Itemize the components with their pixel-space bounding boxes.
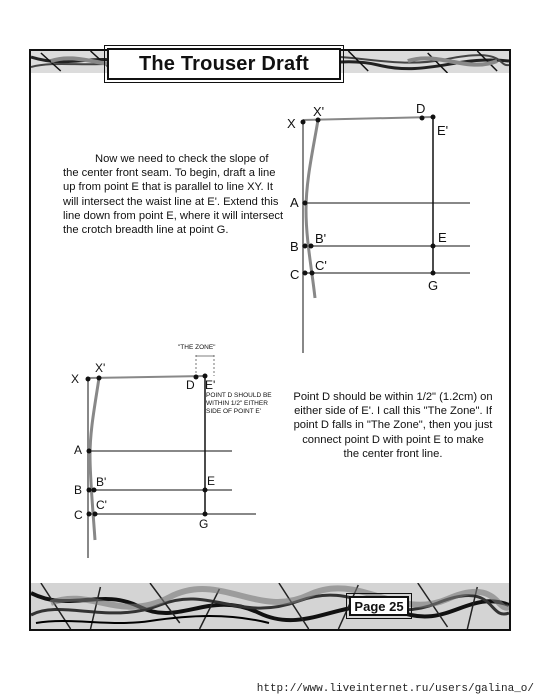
point-c-2: [87, 512, 92, 517]
point-b-2: [87, 488, 92, 493]
label-b-prime-2: B': [96, 475, 107, 489]
label-g-1: G: [428, 278, 439, 293]
point-a-2: [87, 449, 92, 454]
label-x-1: X: [287, 116, 296, 131]
label-c-prime-2: C': [96, 498, 107, 512]
zone-note-line-1: POINT D SHOULD BE: [206, 392, 272, 399]
label-a-2: A: [74, 443, 83, 457]
zone-note: [206, 392, 272, 416]
label-x-prime-2: X': [95, 361, 106, 375]
label-b-prime-1: B': [315, 231, 327, 246]
label-a-1: A: [290, 195, 299, 210]
label-e-prime-1: E': [437, 123, 449, 138]
point-c-prime-2: [93, 512, 98, 517]
label-d-1: D: [416, 101, 426, 116]
point-g-2: [203, 512, 208, 517]
label-the-zone: "THE ZONE": [178, 344, 216, 351]
label-x-prime-1: X': [313, 104, 325, 119]
page-number-box: [349, 596, 409, 616]
label-c-2: C: [74, 508, 83, 522]
page-number: Page 25: [354, 598, 404, 614]
point-x-prime-2: [97, 376, 102, 381]
paragraph-2-text: Point D should be within 1/2" (1.2cm) on either side of E'. I call this "The Zone". If point D falls in "The Zone", then you just connect point D with point E to make the center front line.: [293, 391, 493, 460]
label-c-1: C: [290, 267, 300, 282]
label-d-2: D: [186, 378, 195, 392]
label-e-1: E: [438, 230, 447, 245]
label-x-2: X: [71, 372, 80, 386]
source-url: http://www.liveinternet.ru/users/galina_o/: [256, 683, 534, 695]
paragraph-1-text: Now we need to check the slope of the center front seam. To begin, draft a line up from point E that is parallel to line XY. It will intersect the waist line at E'. Extend this line down from point E, where it will intersect the crotch breadth line at point G.: [63, 153, 284, 237]
point-e-2: [203, 488, 208, 493]
label-g-2: G: [199, 517, 209, 531]
label-b-1: B: [290, 239, 299, 254]
page-title: The Trouser Draft: [138, 52, 310, 75]
zone-note-line-3: SIDE OF POINT E': [206, 408, 261, 415]
label-c-prime-1: C': [315, 258, 327, 273]
label-b-2: B: [74, 483, 83, 497]
point-x-2: [86, 377, 91, 382]
zone-note-line-2: WITHIN 1/2" EITHER: [206, 400, 268, 407]
label-e-2: E: [207, 474, 216, 488]
label-e-prime-2: E': [205, 378, 216, 392]
